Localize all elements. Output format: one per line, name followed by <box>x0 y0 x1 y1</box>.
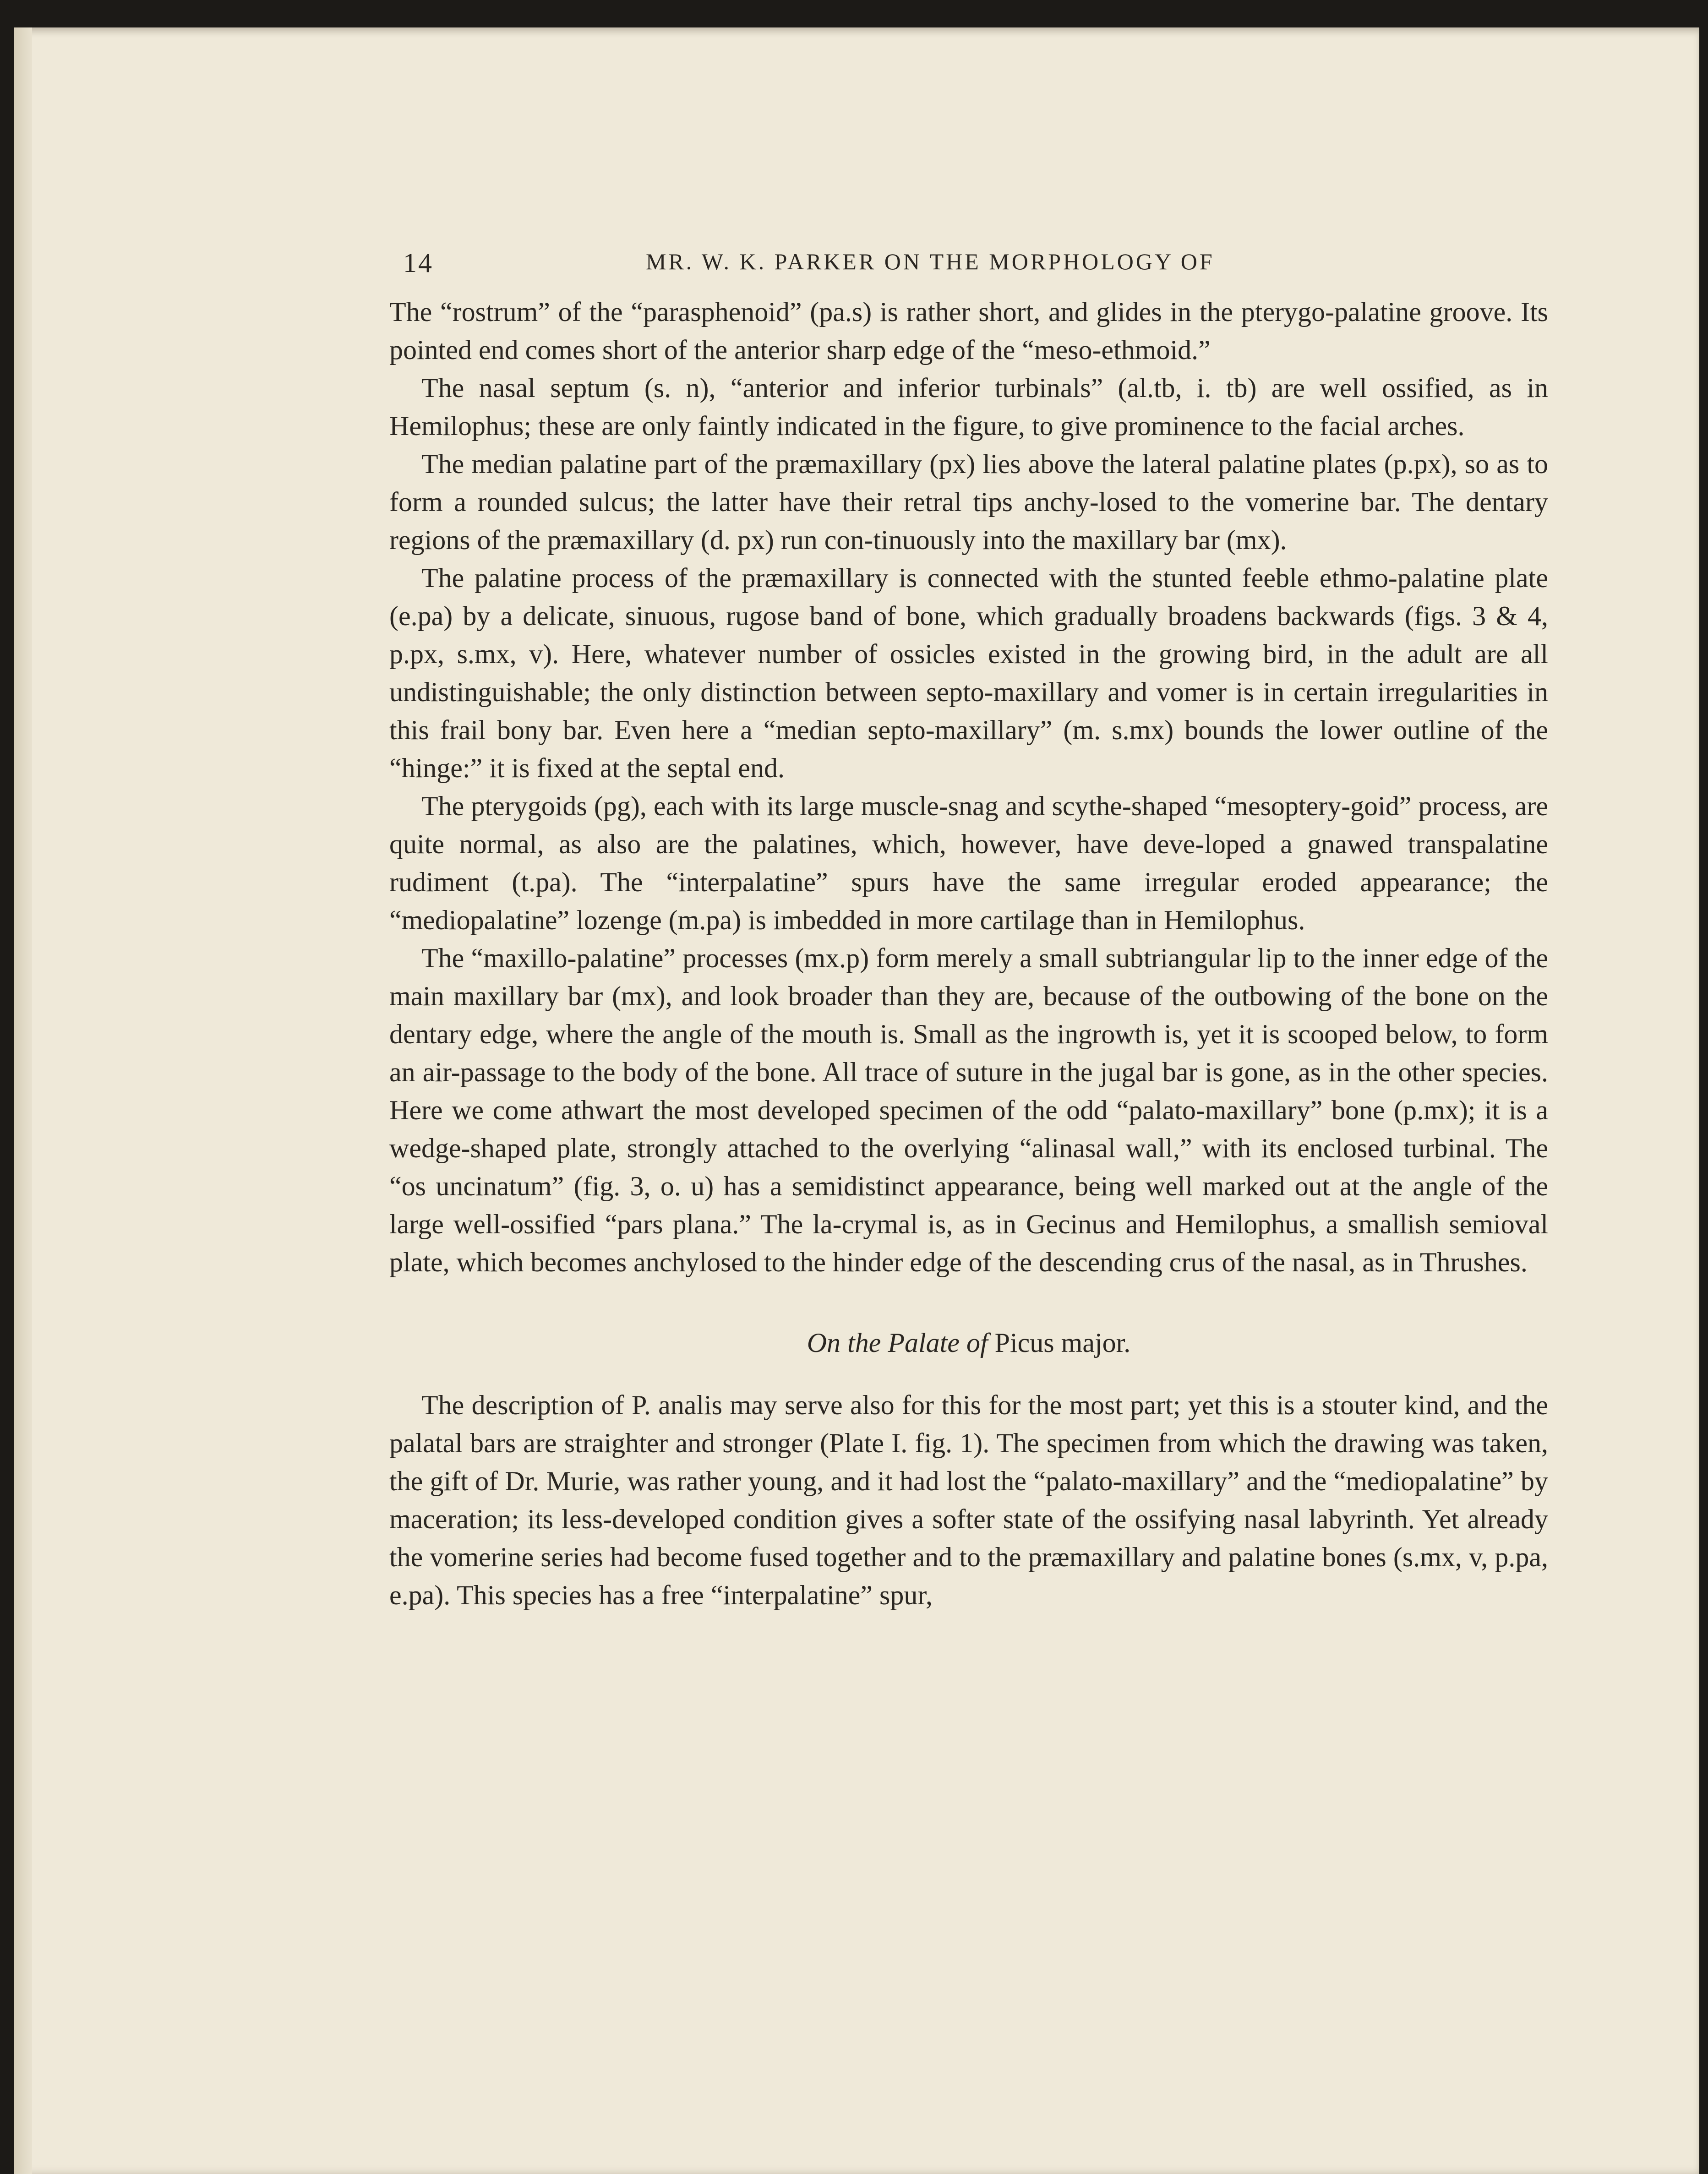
running-head <box>389 220 1548 278</box>
paragraph-pterygoids: The pterygoids (pg), each with its large muscle-snag and scythe-shaped “mesoptery-goid” process, are quite normal, as also are the palatines, which, however, have deve-loped a gnawed transpalatine rudiment (t.pa). The “interpalatine” spurs have the same irregular eroded appearance; the “mediopalatine” lozenge (m.pa) is imbedded in more cartilage than in Hemilophus. <box>389 791 1548 935</box>
book-page <box>14 27 1699 2174</box>
paragraph-picus-major: The description of P. analis may serve also for this for the most part; yet this is a stouter kind, and the palatal bars are straighter and stronger (Plate I. fig. 1). The specimen from which the drawing was taken, the gift of Dr. Murie, was rather young, and it had lost the “palato-maxillary” and the “mediopalatine” by maceration; its less-developed condition gives a softer state of the ossifying nasal labyrinth. Yet already the vomerine series had become fused together and to the præmaxillary and palatine bones (s.mx, v, p.pa, e.pa). This species has a free “interpalatine” spur, <box>389 1390 1548 1610</box>
paragraph-nasal-septum: The nasal septum (s. n), “anterior and inferior turbinals” (al.tb, i. tb) are well ossified, as in Hemilophus; these are only faintly indicated in the figure, to give prominence to the facial arches. <box>389 373 1548 441</box>
paragraph-rostrum: The “rostrum” of the “parasphenoid” (pa.s) is rather short, and glides in the pterygo-palatine groove. Its pointed end comes short of the anterior sharp edge of the “meso-ethmoid.” <box>389 297 1548 365</box>
page-number: 14 <box>403 248 433 278</box>
section-heading <box>389 1327 1548 1359</box>
running-title: MR. W. K. PARKER ON THE MORPHOLOGY OF <box>646 249 1215 274</box>
page-gutter-shadow <box>14 27 32 2174</box>
section-heading-roman: Picus major. <box>994 1328 1131 1358</box>
paragraph-maxillo-palatine: The “maxillo-palatine” processes (mx.p) form merely a small subtriangular lip to the inner edge of the main maxillary bar (mx), and look broader than they are, because of the outbowing of the bone on the dentary edge, where the angle of the mouth is. Small as the ingrowth is, yet it is scooped below, to form an air-passage to the body of the bone. All trace of suture in the jugal bar is gone, as in the other species. Here we come athwart the most developed specimen of the odd “palato-maxillary” bone (p.mx); it is a wedge-shaped plate, strongly attached to the overlying “alinasal wall,” with its enclosed turbinal. The “os uncinatum” (fig. 3, o. u) has a semidistinct appearance, being well marked out at the angle of the large well-ossified “pars plana.” The la-crymal is, as in Gecinus and Hemilophus, a smallish semioval plate, which becomes anchylosed to the hinder edge of the descending crus of the nasal, as in Thrushes. <box>389 943 1548 1277</box>
page-content <box>389 220 1548 1614</box>
paragraph-premaxillary: The median palatine part of the præmaxillary (px) lies above the lateral palatine plates (p.px), so as to form a rounded sulcus; the latter have their retral tips anchy-losed to the vomerine bar. The dentary regions of the præmaxillary (d. px) run con-tinuously into the maxillary bar (mx). <box>389 449 1548 555</box>
section-heading-italic: On the Palate of <box>807 1328 988 1358</box>
paragraph-palatine-process: The palatine process of the præmaxillary is connected with the stunted feeble ethmo-palatine plate (e.pa) by a delicate, sinuous, rugose band of bone, which gradually broadens backwards (figs. 3 & 4, p.px, s.mx, v). Here, whatever number of ossicles existed in the growing bird, in the adult are all undistinguishable; the only distinction between septo-maxillary and vomer is in certain irregularities in this frail bony bar. Even here a “median septo-maxillary” (m. s.mx) bounds the lower outline of the “hinge:” it is fixed at the septal end. <box>389 563 1548 783</box>
